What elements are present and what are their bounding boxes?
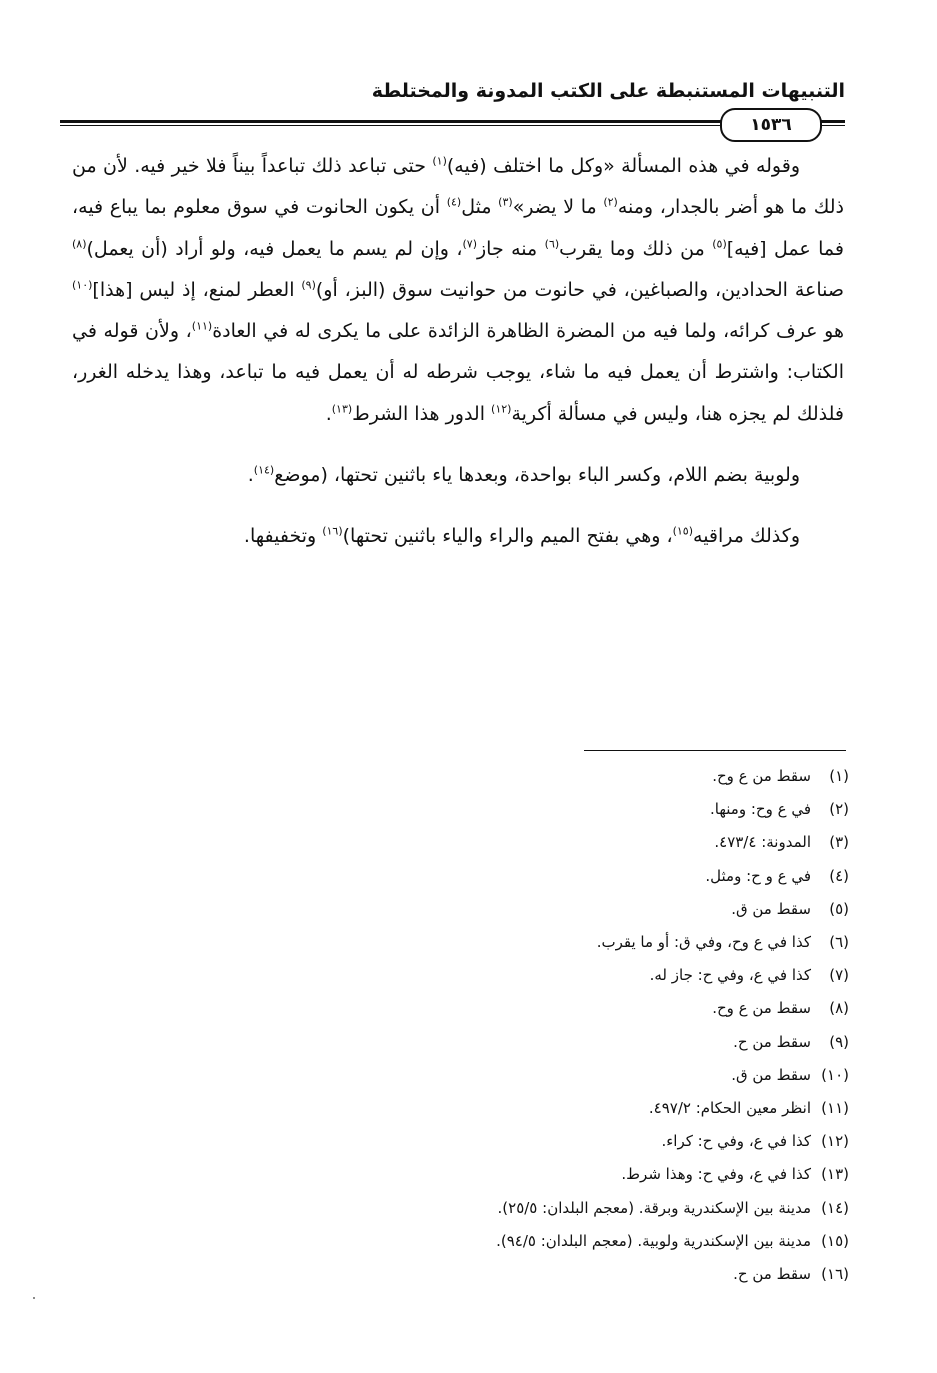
footnote-number: (٣): [829, 833, 849, 852]
footnote-ref: (٥): [712, 237, 727, 251]
footnote-number: (١٠): [821, 1065, 849, 1084]
text-run: الدور هذا الشرط: [352, 402, 492, 425]
footnote-ref: (٣): [498, 195, 513, 209]
footnote-text: كذا في ع، وفي ح: كراء.: [661, 1132, 811, 1151]
footnote-number: (٦): [829, 933, 849, 952]
text-run: مثل: [461, 196, 499, 219]
footnote: [249, 1158, 849, 1191]
footnote-number: (١٥): [821, 1231, 849, 1250]
footnote: [249, 860, 849, 893]
main-text: [72, 146, 844, 558]
footnote: [249, 1026, 849, 1059]
footnote-number: (٨): [829, 999, 849, 1018]
footnote-text: سقط من ع وح.: [712, 767, 811, 785]
footnote-text: مدينة بين الإسكندرية وبرقة. (معجم البلدان: ٢٥/٥).: [497, 1198, 811, 1217]
text-run: صناعة الحدادين، والصباغين، في حانوت من حوانيت سوق (البز، أو): [315, 278, 844, 301]
paragraph-3: [72, 516, 844, 557]
paragraph-1: [72, 146, 844, 435]
footnote-text: سقط من ح.: [733, 1032, 811, 1051]
footnote-ref: (١): [432, 154, 447, 168]
footnote: [249, 926, 849, 959]
text-run: وتخفيفها.: [243, 525, 323, 548]
paragraph-2: [72, 455, 844, 496]
footnote: [249, 1225, 849, 1258]
footnote: [249, 1092, 849, 1125]
text-run: هو عرف كرائه، ولما فيه من المضرة الظاهرة الزائدة على ما يكرى له في العادة: [212, 320, 844, 343]
text-run: العطر لمنع، إذ ليس [هذا]: [92, 278, 302, 301]
footnote-text: انظر معين الحكام: ٤٩٧/٢.: [648, 1099, 811, 1118]
text-run: ، وإن لم يسم ما يعمل فيه، ولو أراد (أن يعمل): [86, 237, 463, 260]
footnote-number: (١): [829, 767, 849, 785]
footnotes-list: [249, 760, 849, 1291]
text-run: ما لا يضر»: [512, 196, 604, 219]
footnote-text: في ع و ح: ومثل.: [705, 866, 811, 885]
footnote: [249, 760, 849, 793]
footnote-text: سقط من ق.: [731, 1065, 811, 1084]
text-run: من ذلك وما يقرب: [559, 237, 713, 260]
footnote-ref: (٨): [72, 237, 87, 251]
footnote-number: (١٦): [821, 1265, 849, 1284]
footnote-number: (١٣): [821, 1165, 849, 1184]
footnote-text: كذا في ع وح، وفي ق: أو ما يقرب.: [596, 933, 811, 952]
footnote-ref: (١٤): [253, 463, 275, 477]
footnote-ref: (٢): [603, 195, 618, 209]
footnote-ref: (٤): [446, 195, 462, 209]
footnote-ref: (١١): [191, 319, 213, 333]
footnote-text: المدونة: ٤٧٣/٤.: [714, 833, 811, 852]
footnote: [249, 893, 849, 926]
page-number: ١٥٣٦: [720, 108, 822, 142]
footnote-text: مدينة بين الإسكندرية ولوبية. (معجم البلدان: ٩٤/٥).: [496, 1231, 811, 1250]
footnote-ref: (٩): [301, 278, 316, 292]
footnote-separator: [584, 750, 846, 751]
scan-speck: [33, 1297, 35, 1299]
page-header: [60, 78, 845, 135]
footnote: [249, 1192, 849, 1225]
text-run: ، وهي بفتح الميم والراء والياء باثنين تحتها): [342, 525, 673, 548]
footnote-ref: (١٠): [72, 278, 93, 292]
footnote-text: كذا في ع، وفي ح: جاز له.: [649, 966, 811, 985]
footnote-text: سقط من ح.: [733, 1265, 811, 1284]
footnote-number: (٩): [829, 1032, 849, 1051]
text-run: منه جاز: [476, 237, 545, 260]
footnote-ref: (٦): [544, 237, 560, 251]
text-run: وقوله في هذه المسألة «وكل ما اختلف (فيه): [446, 155, 801, 177]
footnote-number: (٢): [829, 800, 849, 819]
text-run: حتى تباعد ذلك تباعداً بيناً فلا خير فيه. لأن من ذلك ما هو أضر بالجدار، ومنه: [72, 155, 844, 219]
footnote: [249, 826, 849, 859]
footnote-ref: (٧): [462, 237, 477, 251]
footnote-number: (١٤): [821, 1198, 849, 1217]
text-run: ولوبية بضم اللام، وكسر الباء بواحدة، وبعدها ياء باثنين تحتها، (موضع: [274, 464, 800, 487]
text-run: وكذلك مراقيه: [693, 525, 800, 548]
footnote: [249, 1059, 849, 1092]
footnote-ref: (١٣): [331, 402, 353, 416]
footnote-ref: (١٢): [491, 402, 512, 416]
footnote-number: (٥): [829, 899, 849, 918]
running-title: التنبيهات المستنبطة على الكتب المدونة والمختلطة: [371, 80, 845, 102]
footnote-text: كذا في ع، وفي ح: وهذا شرط.: [621, 1165, 811, 1184]
footnote-number: (١٢): [821, 1132, 849, 1151]
footnote: [249, 992, 849, 1025]
footnote-text: في ع وح: ومنها.: [710, 800, 811, 819]
footnote: [249, 959, 849, 992]
footnote: [249, 793, 849, 826]
footnote-text: سقط من ق.: [731, 899, 811, 918]
footnote-number: (٤): [829, 866, 849, 885]
text-run: .: [325, 402, 332, 425]
footnote: [249, 1125, 849, 1158]
text-run: ، ولأن قوله في الكتاب: واشترط أن يعمل فيه ما شاء، يوجب شرطه له أن يعمل فيه ما تباعد، وهذا يدخله الغرر، فلذلك لم يجزه هنا، وليس في مسألة أكرية: [72, 320, 844, 425]
footnote-ref: (١٥): [672, 525, 694, 539]
text-run: أن يكون الحانوت في سوق معلوم بما يباع فيه، فما عمل [فيه]: [72, 196, 844, 260]
footnote-text: سقط من ع وح.: [712, 999, 811, 1018]
footnote-number: (٧): [829, 966, 849, 985]
text-run: .: [247, 464, 254, 487]
footnote-number: (١١): [821, 1099, 849, 1118]
footnote: [249, 1258, 849, 1291]
footnote-ref: (١٦): [322, 525, 343, 539]
